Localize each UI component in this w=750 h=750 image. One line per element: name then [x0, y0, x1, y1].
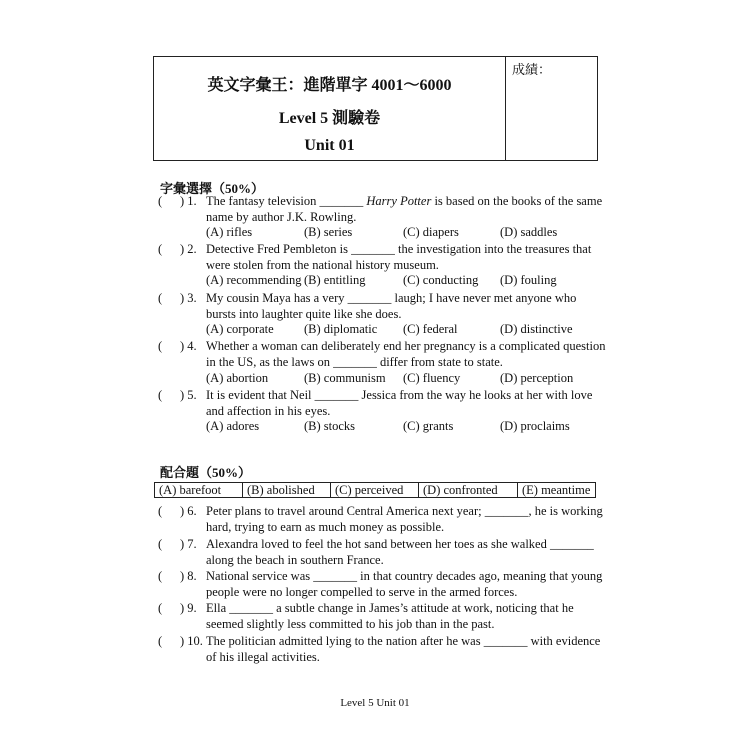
option-c: (C) grants: [403, 419, 454, 433]
page-footer: Level 5 Unit 01: [340, 697, 410, 709]
word-bank-item: (E) meantime: [522, 483, 591, 497]
question-number: ) 5.: [180, 388, 197, 402]
option-d: (D) saddles: [500, 225, 558, 239]
unit-title: Unit 01: [304, 137, 355, 154]
word-bank-item: (D) confronted: [419, 483, 518, 497]
option-a: (A) abortion: [206, 371, 269, 385]
question-text: Peter plans to travel around Central America next year; _______, he is working hard, trying to earn as much money as possible.: [206, 504, 603, 534]
word-bank-item: (B) abolished: [243, 483, 331, 497]
question-number: ) 1.: [180, 194, 197, 208]
answer-blank[interactable]: (: [158, 601, 163, 615]
question-number: ) 3.: [180, 291, 197, 305]
answer-blank[interactable]: (: [158, 242, 163, 256]
option-b: (B) communism: [304, 371, 386, 385]
question-number: ) 8.: [180, 569, 197, 583]
question-text: Alexandra loved to feel the hot sand between her toes as she walked _______ along the beach in southern France.: [206, 537, 594, 567]
option-d: (D) distinctive: [500, 322, 573, 336]
word-bank-item: (C) perceived: [331, 483, 419, 497]
option-a: (A) adores: [206, 419, 260, 433]
option-c: (C) diapers: [403, 225, 459, 239]
question-number: ) 4.: [180, 339, 197, 353]
question-number: ) 2.: [180, 242, 197, 256]
level-title: Level 5 測驗卷: [278, 110, 381, 127]
option-b: (B) stocks: [304, 419, 356, 433]
option-d: (D) fouling: [500, 273, 557, 287]
question-number: ) 7.: [180, 537, 197, 551]
question-text: Ella _______ a subtle change in James’s attitude at work, noticing that he seemed slightly less committed to his job than in the past.: [206, 601, 574, 631]
worksheet-title: 英文字彙王：進階單字 4001～6000: [207, 77, 452, 94]
question-text: The fantasy television _______ Harry Potter is based on the books of the same name by author J.K. Rowling.: [206, 194, 603, 224]
title-area: [154, 57, 506, 160]
question-text: It is evident that Neil _______ Jessica from the way he looks at her with love and affection in his eyes.: [206, 388, 593, 418]
option-d: (D) proclaims: [500, 419, 570, 433]
answer-blank[interactable]: (: [158, 569, 163, 583]
question-text: The politician admitted lying to the nation after he was _______ with evidence of his illegal activities.: [206, 634, 601, 664]
option-c: (C) federal: [403, 322, 458, 336]
question-number: ) 10.: [180, 634, 203, 648]
answer-blank[interactable]: (: [158, 291, 163, 305]
option-a: (A) recommending: [206, 273, 302, 287]
answer-blank[interactable]: (: [158, 388, 163, 402]
answer-blank[interactable]: (: [158, 504, 163, 518]
option-c: (C) conducting: [403, 273, 479, 287]
answer-blank[interactable]: (: [158, 634, 163, 648]
score-label: 成績：: [512, 62, 552, 77]
option-b: (B) entitling: [304, 273, 366, 287]
question-number: ) 9.: [180, 601, 197, 615]
answer-blank[interactable]: (: [158, 537, 163, 551]
section-matching-title: 配合題（50%）: [160, 465, 252, 480]
question-text: Detective Fred Pembleton is _______ the investigation into the treasures that were stolen from the national history museum.: [206, 242, 592, 272]
answer-blank[interactable]: (: [158, 339, 163, 353]
answer-blank[interactable]: (: [158, 194, 163, 208]
word-bank-item: (A) barefoot: [155, 483, 243, 497]
section-vocab-choice-title: 字彙選擇（50%）: [160, 181, 265, 196]
option-c: (C) fluency: [403, 371, 461, 385]
question-text: My cousin Maya has a very _______ laugh; I have never met anyone who bursts into laughter quite like she does.: [206, 291, 577, 321]
option-b: (B) diplomatic: [304, 322, 378, 336]
header-box: [153, 56, 598, 161]
question-number: ) 6.: [180, 504, 197, 518]
question-text: National service was _______ in that country decades ago, meaning that young people were no longer compelled to serve in the armed forces.: [206, 569, 603, 599]
option-a: (A) rifles: [206, 225, 253, 239]
option-a: (A) corporate: [206, 322, 274, 336]
score-area: [506, 57, 598, 160]
option-d: (D) perception: [500, 371, 574, 385]
option-b: (B) series: [304, 225, 353, 239]
word-bank: [154, 482, 596, 498]
question-text: Whether a woman can deliberately end her pregnancy is a complicated question in the US, as the laws on _______ differ from state to state.: [206, 339, 606, 369]
